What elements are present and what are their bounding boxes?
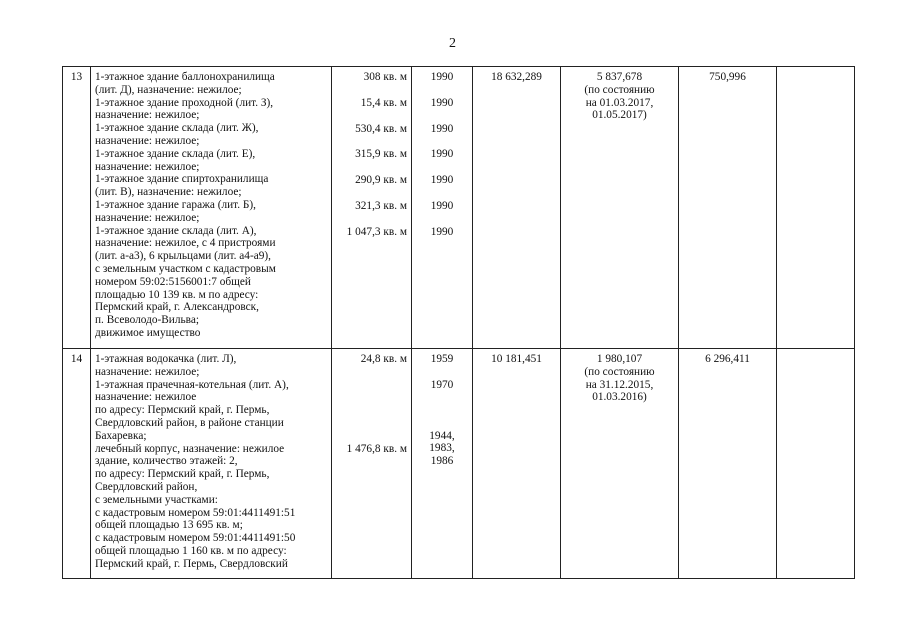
residual-value: 5 837,678 (по состоянию на 01.03.2017, 01.05.2017) (561, 67, 679, 349)
other-value: 6 296,411 (679, 349, 777, 579)
table-row (63, 349, 855, 579)
book-value: 10 181,451 (473, 349, 561, 579)
year-value: 1986 (430, 455, 454, 468)
year-value: 1990 (430, 71, 454, 83)
residual-value: 1 980,107 (по состоянию на 31.12.2015, 01.03.2016) (561, 349, 679, 579)
year-value: 1970 (430, 378, 454, 391)
area-column (332, 67, 412, 349)
property-table (62, 66, 855, 579)
object-description: 1-этажное здание баллонохранилища (лит. Д), назначение: нежилое; 1-этажное здание проходной (лит. З), назначение: нежилое; 1-этажное здание склада (лит. Ж), назначение: нежилое; 1-этажное здание склада (лит. Е), назначение: нежилое; 1-этажное здание спиртохранилища (лит. В), назначение: нежилое; 1-этажное здание гаража (лит. Б), назначение: нежилое; 1-этажное здание склада (лит. А), назначение: нежилое, с 4 пристроями (лит. а-а3), 6 крыльцами (лит. а4-а9), с земельным участком с кадастровым номером 59:02:5156001:7 общей площадью 10 139 кв. м по адресу: Пермский край, г. Александровск, п. Всеволодо-Вильва; движимое имущество (91, 67, 332, 349)
page-number: 2 (449, 36, 456, 51)
area-value: 530,4 кв. м (355, 122, 407, 135)
year-value: 1990 (430, 148, 454, 161)
year-value: 1990 (430, 225, 454, 238)
year-value: 1944, (429, 429, 455, 442)
area-value: 1 476,8 кв. м (346, 442, 407, 455)
row-number: 13 (63, 67, 91, 349)
area-column (332, 349, 412, 579)
residual-amount: 5 837,678 (596, 71, 643, 83)
other-value: 750,996 (679, 67, 777, 349)
year-value: 1990 (430, 122, 454, 135)
table-row (63, 67, 855, 349)
book-value: 18 632,289 (473, 67, 561, 349)
area-value: 308 кв. м (363, 71, 407, 83)
year-value: 1959 (430, 353, 454, 365)
area-value: 24,8 кв. м (360, 353, 407, 365)
area-value: 290,9 кв. м (355, 174, 407, 187)
year-value: 1983, (429, 442, 455, 455)
area-value: 1 047,3 кв. м (346, 225, 407, 238)
area-value: 315,9 кв. м (355, 148, 407, 161)
area-value: 321,3 кв. м (355, 199, 407, 212)
row-number: 14 (63, 349, 91, 579)
empty-cell (777, 67, 855, 349)
year-column (412, 67, 473, 349)
object-description: 1-этажная водокачка (лит. Л), назначение: нежилое; 1-этажная прачечная-котельная (лит. А), назначение: нежилое по адресу: Пермский край, г. Пермь, Свердловский район, в районе станции Бахаревка; лечебный корпус, назначение: нежилое здание, количество этажей: 2, по адресу: Пермский край, г. Пермь, Свердловский район, с земельными участками: с кадастровым номером 59:01:4411491:51 общей площадью 13 695 кв. м; с кадастровым номером 59:01:4411491:50 общей площадью 1 160 кв. м по адресу: Пермский край, г. Пермь, Свердловский (91, 349, 332, 579)
year-column (412, 349, 473, 579)
year-value: 1990 (430, 96, 454, 109)
empty-cell (777, 349, 855, 579)
year-value: 1990 (430, 199, 454, 212)
year-value: 1990 (430, 174, 454, 187)
area-value: 15,4 кв. м (360, 96, 407, 109)
residual-amount: 1 980,107 (596, 353, 643, 365)
